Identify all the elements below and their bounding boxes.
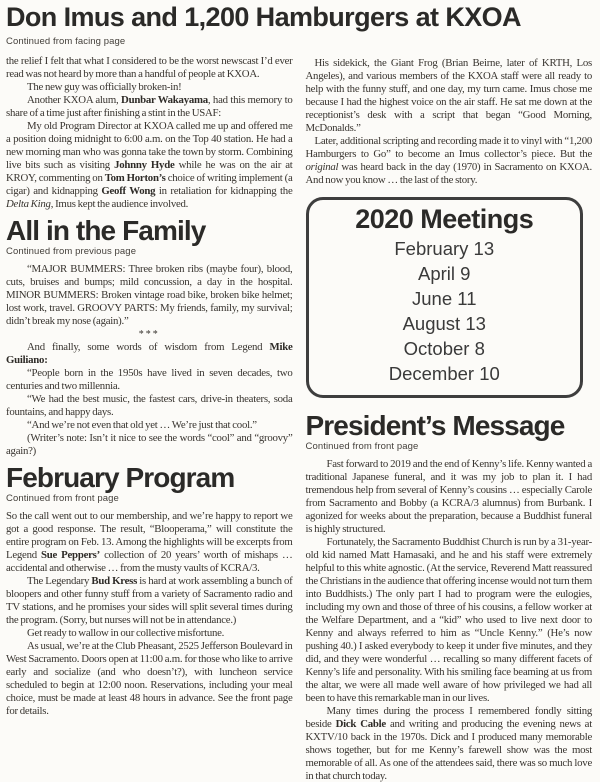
paragraph: “People born in the 1950s have lived in seven decades, two centuries and two millennia. — [6, 367, 293, 392]
bold-name: Geoff Wong — [101, 185, 156, 197]
paragraph: Get ready to wallow in our collective misfortune. — [27, 627, 225, 639]
section-heading-all-in-the-family: All in the Family — [6, 215, 206, 246]
paragraph: Later, additional scripting and recording made it to vinyl with “1,200 Hamburgers to Go” to become an Imus collector’s piece. But the original was heard back in the day (1970) in Sacramento on KXOA. And now you know … the last of the story. — [305, 135, 592, 186]
page-title: Don Imus and 1,200 Hamburgers at KXOA — [6, 2, 521, 32]
continued-from-front-page-note-right: Continued from front page — [305, 441, 419, 452]
bold-name: Mike Guiliano: — [6, 341, 293, 366]
meetings-box-title: 2020 Meetings — [355, 204, 534, 234]
all-in-the-family-body — [6, 263, 293, 458]
imus-article-continuation-left — [6, 55, 293, 211]
continued-from-facing-page-note: Continued from facing page — [6, 36, 126, 47]
paragraph: As usual, we’re at the Club Pheasant, 2525 Jefferson Boulevard in West Sacramento. Doors open at 11:00 a.m. for those who like to arrive early and socialize (and who doesn’t?), with luncheon service scheduled to begin at 12:00 noon. Reservations, including your meal choice, must be made at least 48 hours in advance. See the front page for details. — [6, 640, 293, 717]
paragraph: Many times during the process I remembered fondly sitting beside Dick Cable and writing and producing the evening news at KXTV/10 back in the 1970s. Dick and I produced many memorable shows together, but for me Kenny’s farewell show was the most memorable of all. As one of the attendees said, there was so much love in that church today. — [305, 705, 592, 782]
paragraph: Fortunately, the Sacramento Buddhist Church is run by a 31-year-old kid named Matt Hamasaki, and he and his staff were extremely helpful to this white agnostic. (At the service, Reverend Matt reassured the Christians in the audience that offering incense would not turn them into Buddhists.) The only part I had to program were the eulogies, including my own and those of three of his cousins, a fellow worker at the Welfare Department, and a “kid” who used to live next door to Kenny and always referred to him as “Uncle Kenny.” (He’s now pushing 40.) I asked everybody to keep it under five minutes, and they did, and they were wonderful … recalling so many different facets of Kenny’s life and personality. With his smiling face beaming at us from the altar, we were all made well aware of how privileged we had all been to have this remarkable man in our lives. — [305, 536, 592, 704]
meeting-date: December 10 — [388, 363, 500, 384]
imus-article-continuation-right — [306, 57, 593, 187]
section-heading-february-program: February Program — [6, 462, 235, 493]
italic-title: Delta King — [6, 198, 51, 210]
bold-name: Dunbar Wakayama — [121, 94, 208, 106]
asterisk-divider: *** — [138, 329, 160, 340]
meetings-date-list — [315, 236, 575, 386]
meeting-date: August 13 — [402, 313, 486, 334]
paragraph: The Legendary Bud Kress is hard at work assembling a bunch of bloopers and other funny stuff from a variety of Sacramento radio and TV stations, and he promises your sides will split several times during the program. (Sorry, but nurses will not be in attendance.) — [6, 575, 293, 626]
paragraph: His sidekick, the Giant Frog (Brian Beirne, later of KRTH, Los Angeles), and various members of the KXOA staff were all ready to help with the funny stuff, and one day, my turn came. Imus chose me because I had the highest voice on the air staff. He sat me down at the receptionist’s desk with a script that began “Good Morning, McDonalds.” — [305, 57, 592, 134]
bold-name: Sue Peppers’ — [41, 549, 100, 561]
bold-name: Bud Kress — [91, 575, 138, 587]
bold-name: Tom Horton’s — [104, 172, 166, 184]
meeting-date: October 8 — [403, 338, 485, 359]
bold-name: Dick Cable — [335, 718, 386, 730]
right-column — [306, 55, 593, 782]
paragraph: My old Program Director at KXOA called me up and offered me a position doing midnight to 6:00 a.m. on the Top 40 station. He had a new morning man who was gonna take the town by storm. Combining live bits such as visiting Johnny Hyde while he was on the air at KROY, commenting on Tom Horton’s choice of writing implement (a cigar) and kidnapping Geoff Wong in retaliation for kidnapping the Delta King, Imus kept the audience involved. — [6, 120, 293, 210]
paragraph: (Writer’s note: Isn’t it nice to see the words “cool” and “groovy” again?) — [6, 432, 293, 457]
paragraph: the relief I felt that what I considered to be the worst newscast I’d ever read was not heard by more than a handful of people at KXOA. — [6, 55, 293, 80]
italic-title: original — [305, 161, 339, 173]
section-heading-presidents-message: President’s Message — [305, 410, 565, 441]
paragraph: Another KXOA alum, Dunbar Wakayama, had this memory to share of a time just after finishing a stint in the USAF: — [6, 94, 293, 119]
meetings-box — [306, 197, 584, 398]
february-program-body — [6, 510, 293, 718]
meeting-date: February 13 — [394, 238, 495, 259]
paragraph: And finally, some words of wisdom from Legend Mike Guiliano: — [6, 341, 293, 366]
masthead — [6, 2, 592, 48]
continued-from-front-page-note-left: Continued from front page — [6, 493, 119, 504]
two-column-layout — [6, 55, 592, 782]
left-column — [6, 55, 293, 782]
paragraph: So the call went out to our membership, and we’re happy to report we got a good response. The result, “Blooperama,” will constitute the entire program on Feb. 13. Among the highlights will be excerpts from Legend Sue Peppers’ collection of 20 years’ worth of mishaps … accidental and otherwise … from the musty vaults of KCRA/3. — [6, 510, 293, 574]
paragraph: “We had the best music, the fastest cars, drive-in theaters, soda fountains, and happy days. — [6, 393, 293, 418]
meeting-date: April 9 — [418, 263, 471, 284]
continued-from-previous-page-note: Continued from previous page — [6, 246, 137, 257]
paragraph: “And we’re not even that old yet … We’re just that cool.” — [27, 419, 257, 431]
paragraph: Fast forward to 2019 and the end of Kenny’s life. Kenny wanted a traditional Japanese funeral, and it was my job to plan it. I had tremendous help from several of Kenny’s cousins … especially Carole from Sacramento and Bobby (a KCRA/3 alumnus) from Burbank. I agonized for weeks about the preparation, because a Buddhist funeral is highly structured. — [305, 458, 592, 535]
paragraph: “MAJOR BUMMERS: Three broken ribs (maybe four), blood, cuts, bruises and bumps; mild concussion, a day in the hospital. MINOR BUMMERS: Broken vintage road bike, broken bike helmet; lost work, travel. GROOVY PARTS: My friends, family, my survival; didn’t break my nose (again).” — [6, 263, 293, 327]
meeting-date: June 11 — [412, 288, 477, 309]
bold-name: Johnny Hyde — [114, 159, 175, 171]
presidents-message-body — [306, 458, 593, 782]
paragraph: The new guy was officially broken-in! — [27, 81, 182, 93]
